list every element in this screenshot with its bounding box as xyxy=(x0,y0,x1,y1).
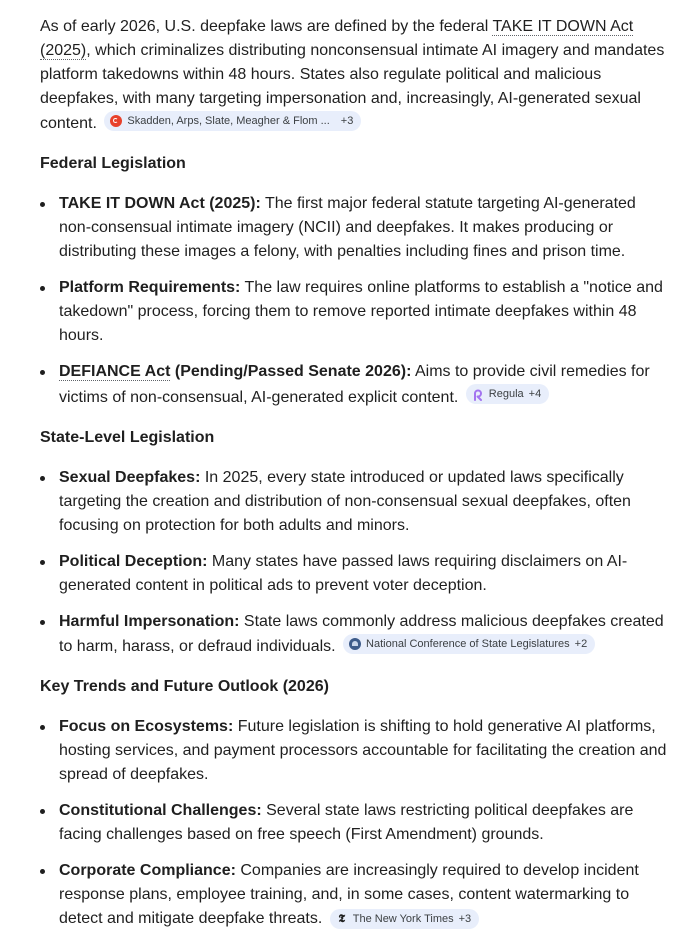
item-text: In 2025, every state introduced or updated laws specifically targeting the creation and distribution of non-consensual sexual deepfakes, often focusing on protection for both adults and minors. xyxy=(59,469,631,534)
item-term: Focus on Ecosystems: xyxy=(59,718,234,735)
list-item xyxy=(40,360,668,410)
item-text: Companies are increasingly required to develop incident response plans, employee training, and, in some cases, content watermarking to detect and mitigate deepfake threats. xyxy=(59,862,639,927)
bullet-icon xyxy=(40,370,45,375)
list-item xyxy=(40,799,668,847)
bullet-icon xyxy=(40,202,45,207)
item-text: The law requires online platforms to establish a "notice and takedown" process, forcing them to remove reported intimate deepfakes within 48 hours. xyxy=(59,279,663,344)
citation-count: +3 xyxy=(458,913,472,925)
nyt-logo-icon: 𝕿 xyxy=(338,912,346,925)
bullet-icon xyxy=(40,869,45,874)
list-item xyxy=(40,859,668,931)
skadden-logo-icon xyxy=(110,115,122,127)
key-trends-list xyxy=(40,715,668,931)
citation-source: Skadden, Arps, Slate, Meagher & Flom ... xyxy=(127,115,330,127)
list-item xyxy=(40,610,668,659)
bullet-icon xyxy=(40,476,45,481)
item-term: Harmful Impersonation: xyxy=(59,613,240,630)
federal-legislation-list xyxy=(40,192,668,410)
item-text: Aims to provide civil remedies for victims of non-consensual, AI-generated explicit content. xyxy=(59,363,650,406)
take-it-down-act-link[interactable]: TAKE IT DOWN Act (2025) xyxy=(40,18,634,59)
bullet-icon xyxy=(40,286,45,291)
defiance-act-link[interactable]: DEFIANCE Act xyxy=(59,363,171,380)
bullet-icon xyxy=(40,620,45,625)
ncsl-logo-icon xyxy=(349,638,361,650)
item-text: The first major federal statute targeting AI-generated non-consensual intimate imagery (NCII) and deepfakes. It makes producing or distributing these images a felony, with penalties including fines and prison time. xyxy=(59,195,636,260)
citation-count: +3 xyxy=(340,115,354,127)
citation-source: The New York Times xyxy=(352,913,454,925)
section-heading-trends: Key Trends and Future Outlook (2026) xyxy=(40,678,329,695)
citation-count: +2 xyxy=(574,638,588,650)
regula-logo-icon xyxy=(472,388,484,400)
state-legislation-list xyxy=(40,466,668,659)
citation-chip-nyt[interactable] xyxy=(330,909,479,929)
intro-paragraph xyxy=(40,15,668,136)
item-term: Platform Requirements: xyxy=(59,279,241,296)
item-term: Political Deception: xyxy=(59,553,208,570)
item-term: Constitutional Challenges: xyxy=(59,802,262,819)
item-term: Corporate Compliance: xyxy=(59,862,236,879)
list-item xyxy=(40,550,668,598)
citation-source: National Conference of State Legislatures xyxy=(366,638,570,650)
item-text: Future legislation is shifting to hold generative AI platforms, hosting services, and payment processors accountable for facilitating the creation and spread of deepfakes. xyxy=(59,718,667,783)
citation-source: Regula xyxy=(488,388,524,400)
bullet-icon xyxy=(40,809,45,814)
section-heading-federal: Federal Legislation xyxy=(40,155,186,172)
list-item xyxy=(40,466,668,538)
item-term: Sexual Deepfakes: xyxy=(59,469,201,486)
citation-chip-skadden[interactable] xyxy=(104,111,361,131)
bullet-icon xyxy=(40,725,45,730)
intro-text-after: , which criminalizes distributing nonconsensual intimate AI imagery and mandates platform takedowns within 48 hours. States also regulate political and malicious deepfakes, with many targeting impersonation and, increasingly, AI-generated sexual content. xyxy=(40,42,665,132)
item-text: State laws commonly address malicious deepfakes created to harm, harass, or defraud individuals. xyxy=(59,613,664,655)
item-text: Several state laws restricting political deepfakes are facing challenges based on free speech (First Amendment) grounds. xyxy=(59,802,634,843)
item-term: (Pending/Passed Senate 2026): xyxy=(170,363,412,380)
intro-text-before: As of early 2026, U.S. deepfake laws are defined by the federal xyxy=(40,18,493,35)
bullet-icon xyxy=(40,560,45,565)
list-item xyxy=(40,192,668,264)
list-item xyxy=(40,715,668,787)
citation-chip-regula[interactable] xyxy=(466,384,549,404)
citation-chip-ncsl[interactable] xyxy=(343,634,595,654)
item-term: TAKE IT DOWN Act (2025): xyxy=(59,195,261,212)
list-item xyxy=(40,276,668,348)
section-heading-state: State-Level Legislation xyxy=(40,429,215,446)
item-text: Many states have passed laws requiring disclaimers on AI-generated content in political ads to prevent voter deception. xyxy=(59,553,628,594)
citation-count: +4 xyxy=(528,388,542,400)
